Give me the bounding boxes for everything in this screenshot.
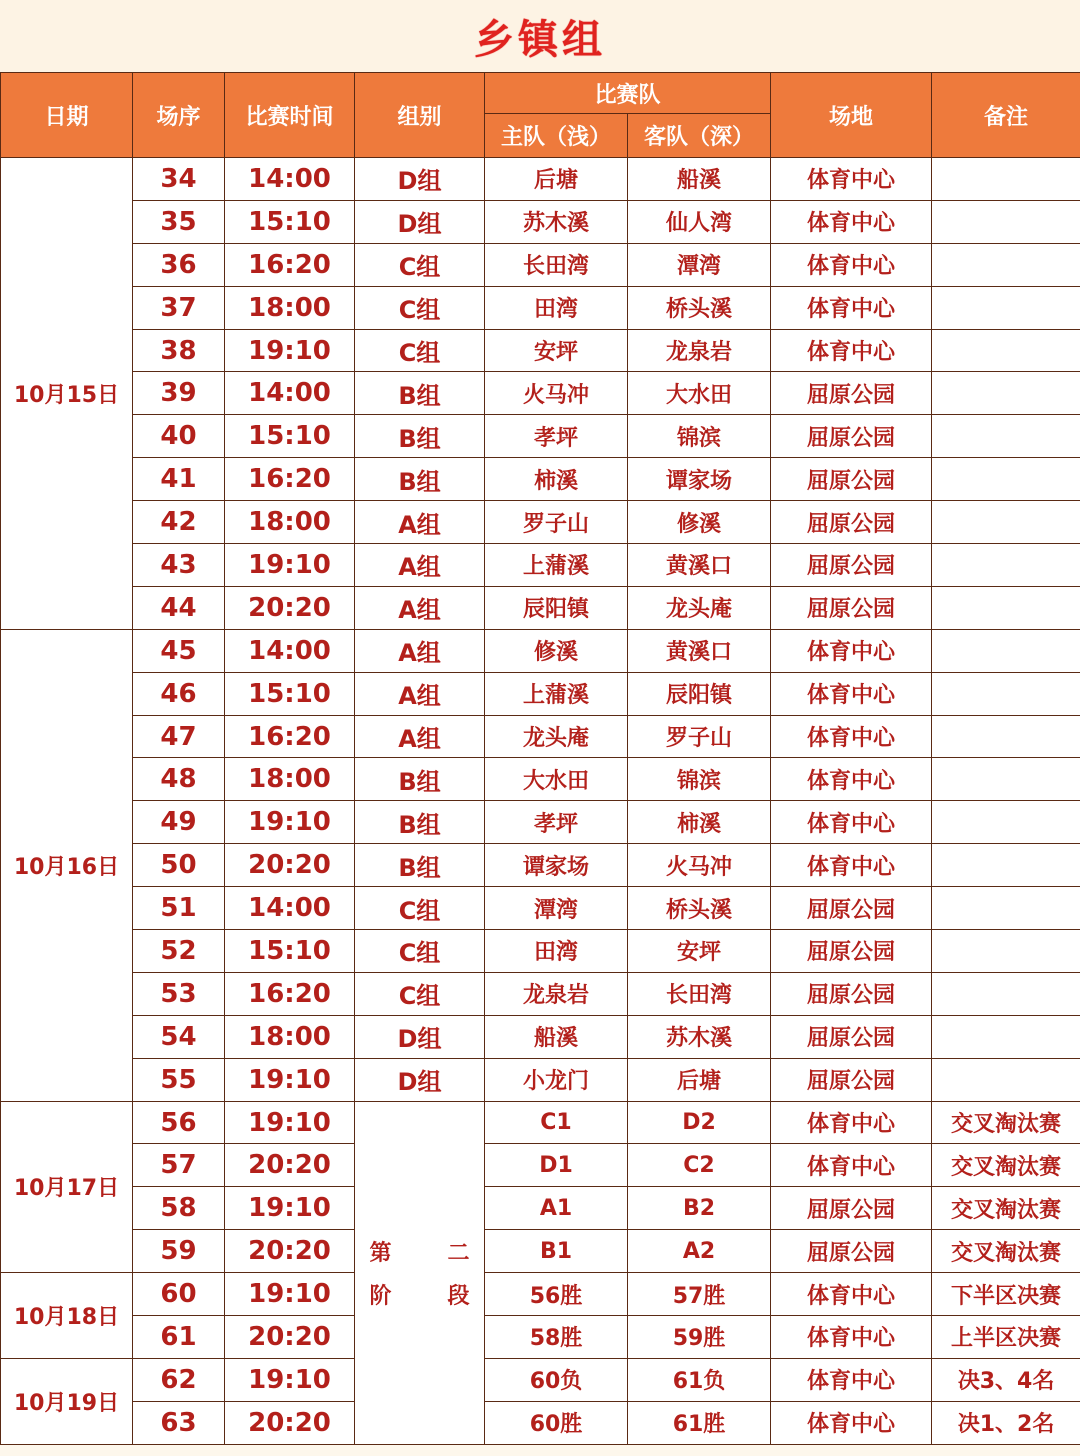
match-time: 20:20 [225, 1230, 355, 1273]
home-team: 罗子山 [485, 501, 628, 544]
home-team: 谭家场 [485, 844, 628, 887]
away-team: 后塘 [628, 1058, 771, 1101]
home-team: 58胜 [485, 1316, 628, 1359]
match-group: C组 [355, 286, 485, 329]
match-number: 61 [133, 1316, 225, 1359]
table-row [1, 544, 1080, 587]
note-cell: 交叉淘汰赛 [932, 1187, 1080, 1230]
home-team: 后塘 [485, 158, 628, 201]
note-cell [932, 672, 1080, 715]
match-time: 18:00 [225, 1015, 355, 1058]
header-group: 组别 [355, 73, 485, 158]
match-time: 14:00 [225, 372, 355, 415]
venue-cell: 屈原公园 [771, 930, 932, 973]
match-time: 20:20 [225, 844, 355, 887]
stage-char: 二 [447, 1240, 470, 1266]
note-cell [932, 329, 1080, 372]
note-cell [932, 758, 1080, 801]
match-number: 46 [133, 672, 225, 715]
away-team: 黄溪口 [628, 629, 771, 672]
away-team: 59胜 [628, 1316, 771, 1359]
match-number: 39 [133, 372, 225, 415]
header-away: 客队（深） [628, 114, 771, 158]
home-team: 长田湾 [485, 243, 628, 286]
header-venue: 场地 [771, 73, 932, 158]
note-cell [932, 458, 1080, 501]
match-number: 49 [133, 801, 225, 844]
venue-cell: 体育中心 [771, 1316, 932, 1359]
venue-cell: 屈原公园 [771, 586, 932, 629]
away-team: 桥头溪 [628, 286, 771, 329]
match-group: A组 [355, 715, 485, 758]
note-cell [932, 930, 1080, 973]
away-team: 仙人湾 [628, 200, 771, 243]
home-team: 辰阳镇 [485, 586, 628, 629]
note-cell [932, 629, 1080, 672]
match-group: B组 [355, 801, 485, 844]
match-group: B组 [355, 415, 485, 458]
home-team: 大水田 [485, 758, 628, 801]
away-team: 61胜 [628, 1401, 771, 1444]
match-number: 36 [133, 243, 225, 286]
table-row [1, 844, 1080, 887]
date-cell: 10月15日 [1, 158, 133, 630]
home-team: 潭湾 [485, 887, 628, 930]
home-team: 火马冲 [485, 372, 628, 415]
table-row [1, 501, 1080, 544]
table-row [1, 458, 1080, 501]
away-team: 柿溪 [628, 801, 771, 844]
venue-cell: 屈原公园 [771, 1015, 932, 1058]
match-time: 16:20 [225, 243, 355, 286]
table-row [1, 1401, 1080, 1444]
table-body [1, 158, 1080, 1445]
stage-char: 段 [447, 1283, 470, 1309]
away-team: 苏木溪 [628, 1015, 771, 1058]
home-team: 60负 [485, 1358, 628, 1401]
match-group: A组 [355, 629, 485, 672]
header-teams: 比赛队 [485, 73, 771, 114]
match-number: 48 [133, 758, 225, 801]
match-time: 19:10 [225, 801, 355, 844]
match-group: A组 [355, 586, 485, 629]
table-row [1, 1230, 1080, 1273]
header-date: 日期 [1, 73, 133, 158]
match-number: 52 [133, 930, 225, 973]
match-group: B组 [355, 372, 485, 415]
match-group: B组 [355, 758, 485, 801]
table-row [1, 1101, 1080, 1144]
away-team: 潭湾 [628, 243, 771, 286]
table-row [1, 887, 1080, 930]
match-number: 45 [133, 629, 225, 672]
match-number: 44 [133, 586, 225, 629]
match-group: A组 [355, 672, 485, 715]
table-row [1, 200, 1080, 243]
match-time: 14:00 [225, 629, 355, 672]
venue-cell: 屈原公园 [771, 372, 932, 415]
away-team: 龙泉岩 [628, 329, 771, 372]
note-cell [932, 844, 1080, 887]
home-team: 龙头庵 [485, 715, 628, 758]
match-time: 16:20 [225, 458, 355, 501]
venue-cell: 屈原公园 [771, 458, 932, 501]
match-time: 19:10 [225, 1358, 355, 1401]
table-row [1, 243, 1080, 286]
note-cell [932, 1058, 1080, 1101]
home-team: 56胜 [485, 1273, 628, 1316]
date-cell: 10月18日 [1, 1273, 133, 1359]
match-time: 19:10 [225, 544, 355, 587]
match-time: 14:00 [225, 887, 355, 930]
venue-cell: 体育中心 [771, 200, 932, 243]
match-number: 51 [133, 887, 225, 930]
match-group: C组 [355, 329, 485, 372]
match-number: 34 [133, 158, 225, 201]
match-group: B组 [355, 458, 485, 501]
title-bar [0, 0, 1080, 72]
page-title: 乡镇组 [474, 16, 606, 63]
note-cell [932, 972, 1080, 1015]
table-row [1, 629, 1080, 672]
note-cell [932, 501, 1080, 544]
home-team: 小龙门 [485, 1058, 628, 1101]
venue-cell: 体育中心 [771, 1101, 932, 1144]
venue-cell: 屈原公园 [771, 501, 932, 544]
match-number: 41 [133, 458, 225, 501]
note-cell [932, 1015, 1080, 1058]
venue-cell: 体育中心 [771, 1401, 932, 1444]
match-time: 16:20 [225, 715, 355, 758]
match-time: 18:00 [225, 286, 355, 329]
home-team: 修溪 [485, 629, 628, 672]
home-team: A1 [485, 1187, 628, 1230]
home-team: 田湾 [485, 930, 628, 973]
home-team: 船溪 [485, 1015, 628, 1058]
table-header [1, 73, 1080, 158]
away-team: 锦滨 [628, 758, 771, 801]
venue-cell: 屈原公园 [771, 415, 932, 458]
note-cell [932, 243, 1080, 286]
note-cell: 交叉淘汰赛 [932, 1144, 1080, 1187]
match-number: 62 [133, 1358, 225, 1401]
match-time: 19:10 [225, 1058, 355, 1101]
table-row [1, 372, 1080, 415]
venue-cell: 体育中心 [771, 243, 932, 286]
match-time: 15:10 [225, 930, 355, 973]
venue-cell: 体育中心 [771, 844, 932, 887]
table-row [1, 1316, 1080, 1359]
match-time: 14:00 [225, 158, 355, 201]
note-cell: 交叉淘汰赛 [932, 1230, 1080, 1273]
match-number: 35 [133, 200, 225, 243]
away-team: C2 [628, 1144, 771, 1187]
match-number: 60 [133, 1273, 225, 1316]
match-time: 15:10 [225, 200, 355, 243]
away-team: 长田湾 [628, 972, 771, 1015]
match-number: 42 [133, 501, 225, 544]
match-group: D组 [355, 1015, 485, 1058]
away-team: 龙头庵 [628, 586, 771, 629]
note-cell: 决1、2名 [932, 1401, 1080, 1444]
note-cell [932, 586, 1080, 629]
date-cell: 10月19日 [1, 1358, 133, 1444]
note-cell [932, 801, 1080, 844]
away-team: 黄溪口 [628, 544, 771, 587]
match-group: C组 [355, 887, 485, 930]
match-group: D组 [355, 1058, 485, 1101]
home-team: 龙泉岩 [485, 972, 628, 1015]
match-number: 57 [133, 1144, 225, 1187]
away-team: 辰阳镇 [628, 672, 771, 715]
match-time: 20:20 [225, 1316, 355, 1359]
stage-char: 阶 [369, 1283, 392, 1309]
table-row [1, 286, 1080, 329]
home-team: 安坪 [485, 329, 628, 372]
note-cell [932, 887, 1080, 930]
venue-cell: 体育中心 [771, 1144, 932, 1187]
match-group: D组 [355, 158, 485, 201]
away-team: 大水田 [628, 372, 771, 415]
home-team: 孝坪 [485, 415, 628, 458]
away-team: 57胜 [628, 1273, 771, 1316]
venue-cell: 屈原公园 [771, 544, 932, 587]
match-number: 63 [133, 1401, 225, 1444]
home-team: D1 [485, 1144, 628, 1187]
table-row [1, 972, 1080, 1015]
venue-cell: 体育中心 [771, 672, 932, 715]
match-number: 43 [133, 544, 225, 587]
note-cell: 交叉淘汰赛 [932, 1101, 1080, 1144]
schedule-table [0, 72, 1080, 1445]
match-number: 55 [133, 1058, 225, 1101]
match-time: 19:10 [225, 329, 355, 372]
note-cell [932, 715, 1080, 758]
match-number: 37 [133, 286, 225, 329]
note-cell: 上半区决赛 [932, 1316, 1080, 1359]
table-row [1, 586, 1080, 629]
venue-cell: 体育中心 [771, 286, 932, 329]
away-team: 船溪 [628, 158, 771, 201]
match-number: 38 [133, 329, 225, 372]
match-time: 20:20 [225, 1144, 355, 1187]
date-cell: 10月16日 [1, 629, 133, 1101]
away-team: 锦滨 [628, 415, 771, 458]
match-number: 50 [133, 844, 225, 887]
venue-cell: 屈原公园 [771, 887, 932, 930]
away-team: 61负 [628, 1358, 771, 1401]
note-cell [932, 415, 1080, 458]
table-row [1, 415, 1080, 458]
venue-cell: 体育中心 [771, 629, 932, 672]
venue-cell: 体育中心 [771, 1273, 932, 1316]
stage-char: 第 [369, 1240, 392, 1266]
note-cell [932, 286, 1080, 329]
match-time: 19:10 [225, 1273, 355, 1316]
header-order: 场序 [133, 73, 225, 158]
home-team: 苏木溪 [485, 200, 628, 243]
venue-cell: 体育中心 [771, 158, 932, 201]
match-number: 58 [133, 1187, 225, 1230]
venue-cell: 屈原公园 [771, 972, 932, 1015]
table-row [1, 1358, 1080, 1401]
away-team: 罗子山 [628, 715, 771, 758]
venue-cell: 体育中心 [771, 801, 932, 844]
table-row [1, 758, 1080, 801]
match-time: 18:00 [225, 501, 355, 544]
match-group: D组 [355, 200, 485, 243]
away-team: 安坪 [628, 930, 771, 973]
home-team: 柿溪 [485, 458, 628, 501]
table-row [1, 1144, 1080, 1187]
stage-cell [355, 1101, 485, 1444]
match-group: C组 [355, 243, 485, 286]
venue-cell: 体育中心 [771, 1358, 932, 1401]
table-row [1, 672, 1080, 715]
table-row [1, 158, 1080, 201]
table-row [1, 1015, 1080, 1058]
home-team: 田湾 [485, 286, 628, 329]
match-time: 15:10 [225, 672, 355, 715]
match-time: 20:20 [225, 586, 355, 629]
match-group: C组 [355, 972, 485, 1015]
venue-cell: 体育中心 [771, 329, 932, 372]
home-team: B1 [485, 1230, 628, 1273]
away-team: 桥头溪 [628, 887, 771, 930]
away-team: 火马冲 [628, 844, 771, 887]
away-team: B2 [628, 1187, 771, 1230]
match-group: B组 [355, 844, 485, 887]
match-time: 16:20 [225, 972, 355, 1015]
match-time: 19:10 [225, 1187, 355, 1230]
match-time: 18:00 [225, 758, 355, 801]
venue-cell: 体育中心 [771, 758, 932, 801]
note-cell [932, 200, 1080, 243]
table-row [1, 329, 1080, 372]
home-team: C1 [485, 1101, 628, 1144]
header-note: 备注 [932, 73, 1080, 158]
away-team: 修溪 [628, 501, 771, 544]
stage-label [370, 1236, 470, 1310]
match-number: 47 [133, 715, 225, 758]
note-cell [932, 372, 1080, 415]
venue-cell: 屈原公园 [771, 1230, 932, 1273]
home-team: 上蒲溪 [485, 544, 628, 587]
header-time: 比赛时间 [225, 73, 355, 158]
note-cell [932, 158, 1080, 201]
match-time: 15:10 [225, 415, 355, 458]
table-row [1, 801, 1080, 844]
header-home: 主队（浅） [485, 114, 628, 158]
venue-cell: 体育中心 [771, 715, 932, 758]
note-cell: 决3、4名 [932, 1358, 1080, 1401]
match-number: 59 [133, 1230, 225, 1273]
match-number: 40 [133, 415, 225, 458]
match-number: 56 [133, 1101, 225, 1144]
table-row [1, 1273, 1080, 1316]
table-row [1, 1058, 1080, 1101]
match-number: 53 [133, 972, 225, 1015]
note-cell: 下半区决赛 [932, 1273, 1080, 1316]
home-team: 上蒲溪 [485, 672, 628, 715]
date-cell: 10月17日 [1, 1101, 133, 1273]
match-group: A组 [355, 501, 485, 544]
match-time: 20:20 [225, 1401, 355, 1444]
match-number: 54 [133, 1015, 225, 1058]
away-team: D2 [628, 1101, 771, 1144]
venue-cell: 屈原公园 [771, 1187, 932, 1230]
away-team: A2 [628, 1230, 771, 1273]
match-group: A组 [355, 544, 485, 587]
table-row [1, 715, 1080, 758]
table-row [1, 930, 1080, 973]
note-cell [932, 544, 1080, 587]
venue-cell: 屈原公园 [771, 1058, 932, 1101]
away-team: 谭家场 [628, 458, 771, 501]
match-group: C组 [355, 930, 485, 973]
home-team: 60胜 [485, 1401, 628, 1444]
home-team: 孝坪 [485, 801, 628, 844]
table-row [1, 1187, 1080, 1230]
match-time: 19:10 [225, 1101, 355, 1144]
